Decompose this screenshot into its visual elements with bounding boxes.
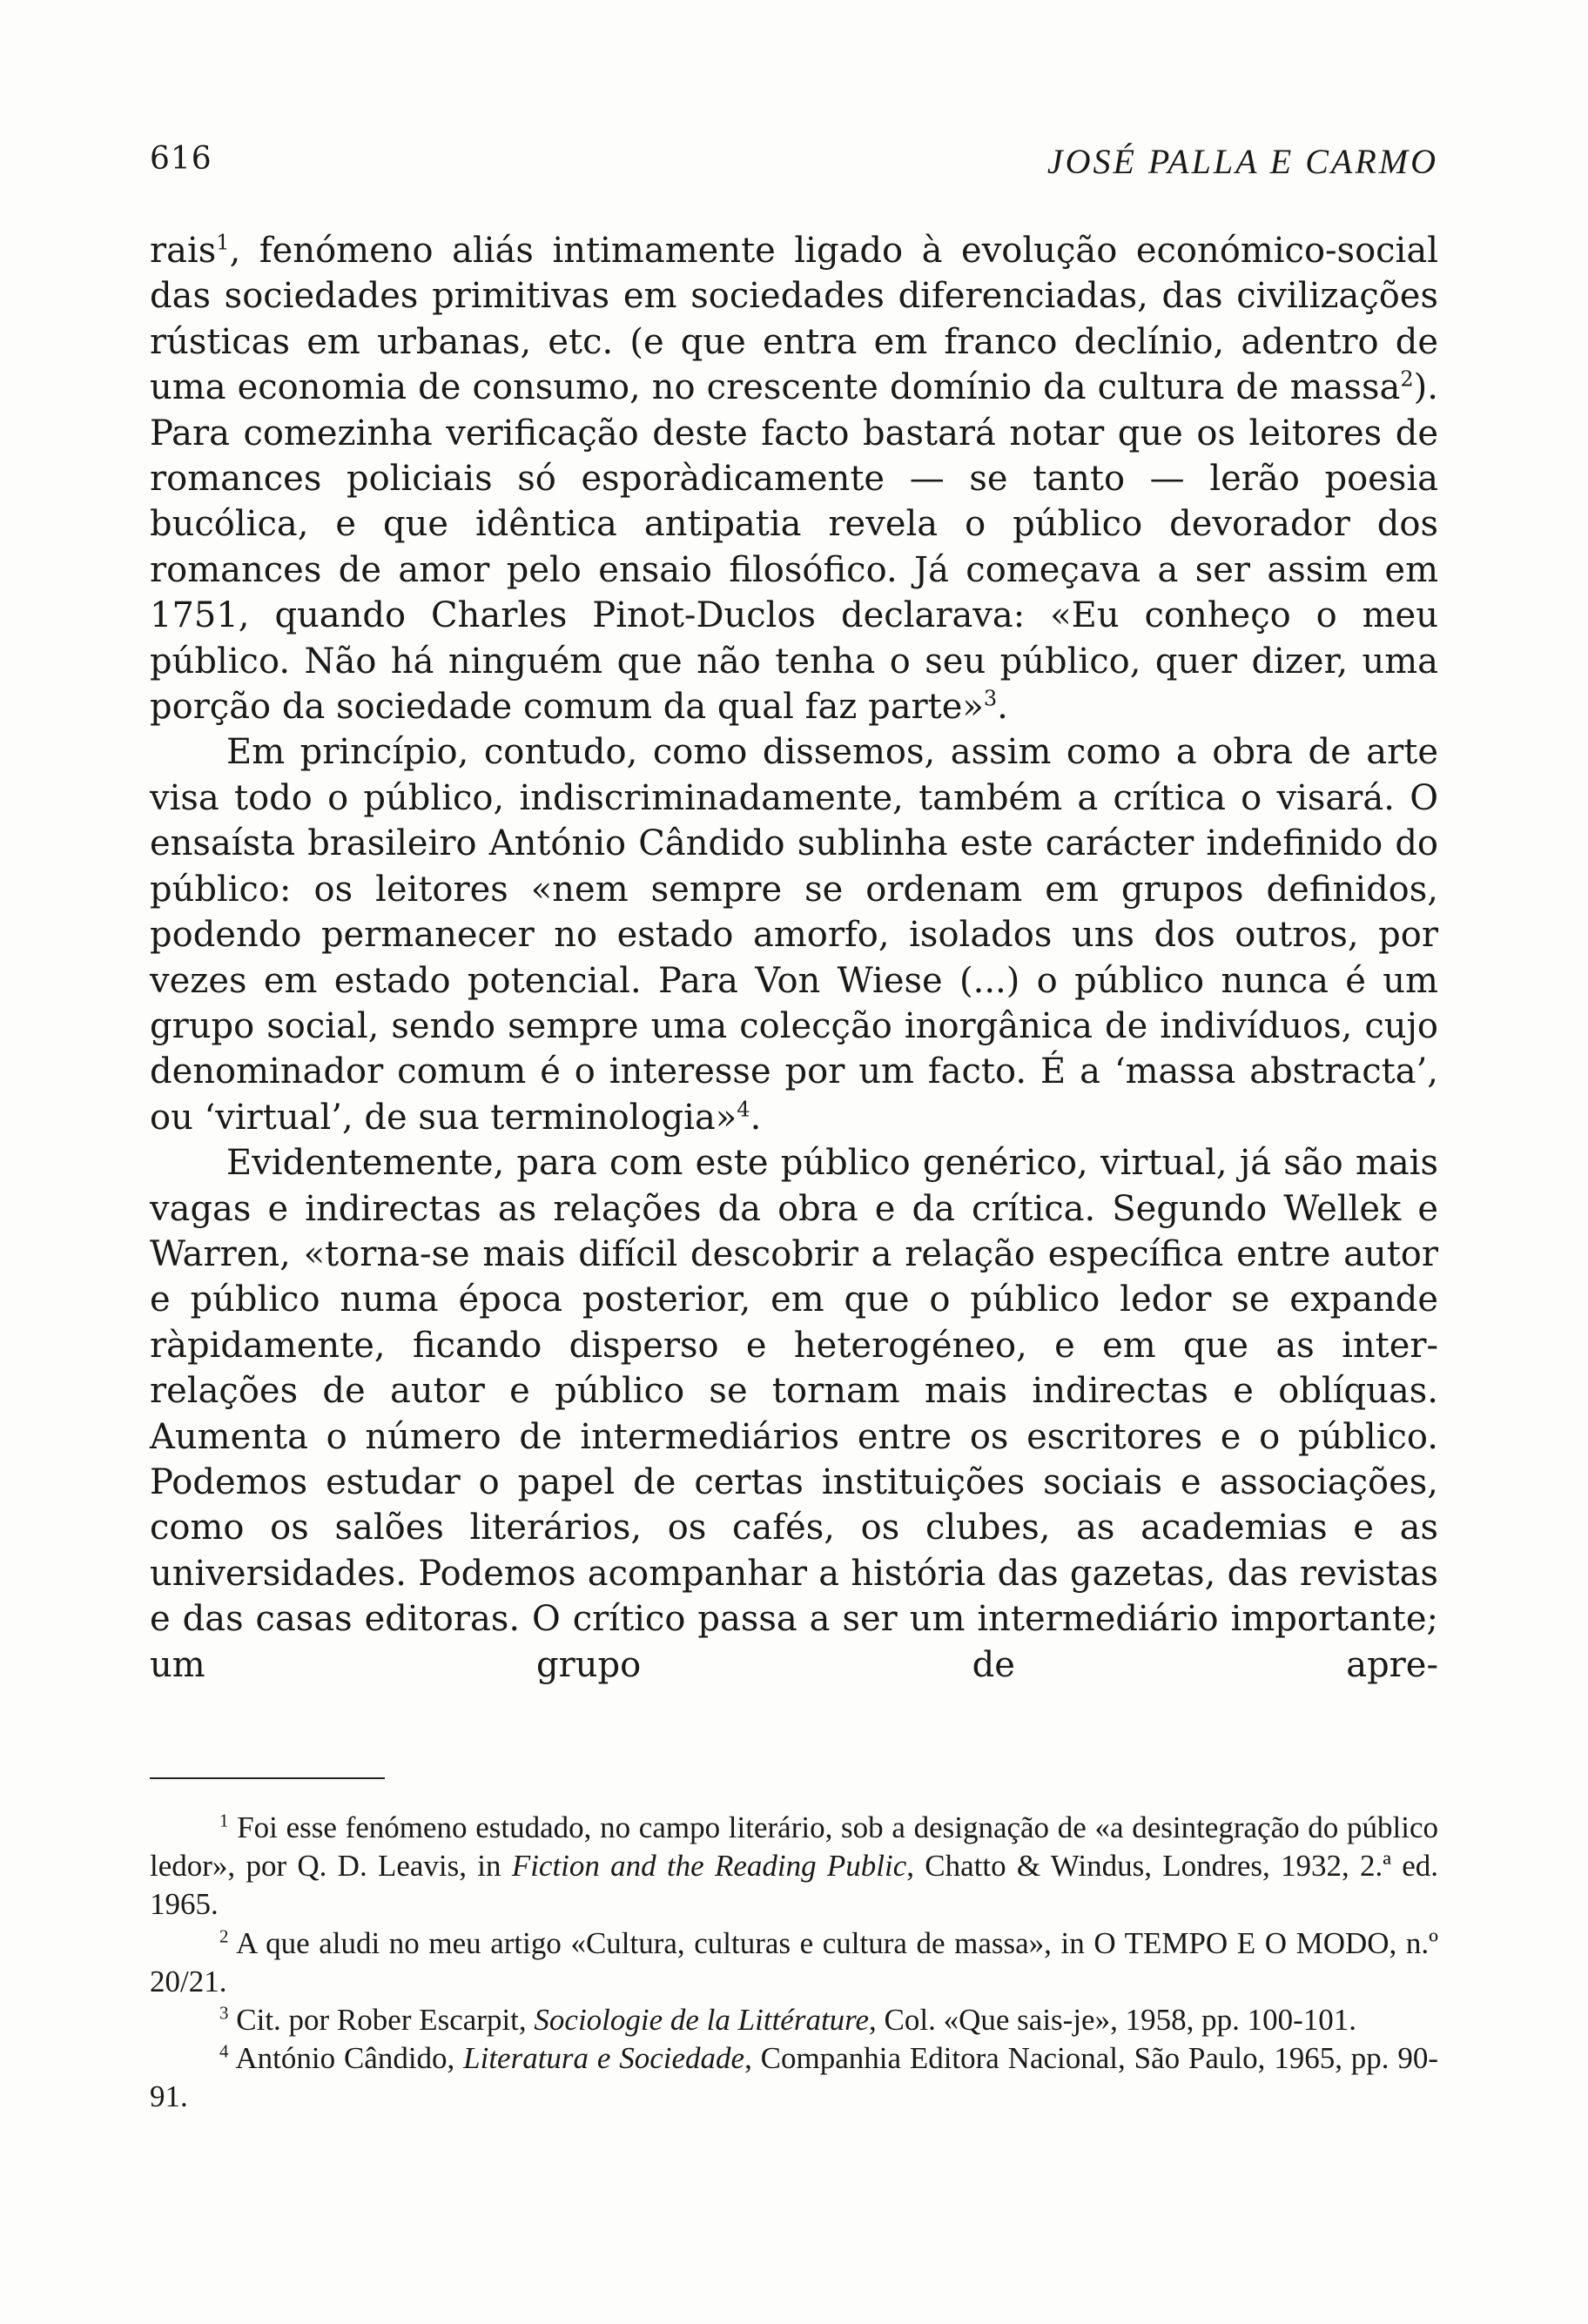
paragraph-1	[150, 228, 1438, 729]
footnote-4-number: 4	[219, 2040, 229, 2062]
p1-text-g: .	[997, 687, 1008, 728]
p1-text-c: , fenómeno aliás intimamente ligado à evolução económico-social das sociedades primitivas em sociedades diferenciadas, das civilizações rústicas em urbanas, etc. (e que entra em franco declínio, adentro de uma economia de consumo, no crescente domínio da cultura de massa	[150, 231, 1438, 408]
footnote-4	[150, 2039, 1438, 2116]
footnote-3-text-a: Cit. por Rober Escarpit,	[228, 2003, 535, 2038]
running-head: JOSÉ PALLA E CARMO	[1046, 142, 1438, 181]
body-text	[150, 228, 1438, 1688]
footnote-ref-4: 4	[737, 1097, 750, 1122]
footnote-2-number: 2	[219, 1924, 229, 1946]
footnotes	[150, 1809, 1438, 2117]
footnote-ref-1: 1	[216, 230, 230, 255]
page-number: 616	[150, 141, 212, 177]
footnote-1	[150, 1809, 1438, 1924]
footnote-divider	[150, 1777, 385, 1779]
footnote-4-text-b: , Companhia Editora Nacional, São Paulo, 1965, pp. 90-91.	[150, 2041, 1438, 2114]
footnote-3-title: Sociologie de la Littérature	[534, 2003, 870, 2038]
footnote-1-title: Fiction and the Reading Public	[511, 1849, 907, 1884]
footnote-1-number: 1	[219, 1810, 229, 1831]
paragraph-3: Evidentemente, para com este público genérico, virtual, já são mais vagas e indirectas as relações da obra e da crítica. Segundo Wellek e Warren, «torna-se mais difícil descobrir a relação específica entre autor e público numa época posterior, em que o público ledor se expande ràpidamente, ficando disperso e heterogéneo, e em que as inter-relações de autor e público se tornam mais indirectas e oblíquas. Aumenta o número de intermediários entre os escritores e o público. Podemos estudar o papel de certas instituições sociais e associações, como os salões literários, os cafés, os clubes, as academias e as universidades. Podemos acompanhar a história das gazetas, das revistas e das casas editoras. O crítico passa a ser um intermediário importante; um grupo de apre-	[150, 1143, 1438, 1685]
page-header	[150, 141, 1438, 185]
footnote-3	[150, 2001, 1438, 2039]
p1-text-e: ). Para comezinha verificação deste facto bastará notar que os leitores de romances policiais só esporàdicamente — se tanto — lerão poesia bucólica, e que idêntica antipatia revela o público devorador dos romances de amor pelo ensaio filosófico. Já começava a ser assim em 1751, quando Charles Pinot-Duclos declarava: «Eu conheço o meu público. Não há ninguém que não tenha o seu público, quer dizer, uma porção da sociedade comum da qual faz parte»	[150, 367, 1438, 728]
p2-text-a: Em princípio, contudo, como dissemos, assim como a obra de arte visa todo o público, indiscriminadamente, também a crítica o visará. O ensaísta brasileiro António Cândido sublinha este carácter indefinido do público: os leitores «nem sempre se ordenam em grupos definidos, podendo permanecer no estado amorfo, isolados uns dos outros, por vezes em estado potencial. Para Von Wiese (...) o público nunca é um grupo social, sendo sempre uma colecção inorgânica de indivíduos, cujo denominador comum é o interesse por um facto. É a ‘massa abstracta’, ou ‘virtual’, de sua terminologia»	[150, 732, 1438, 1138]
footnote-1-text-b: , Chatto & Windus, Londres, 1932, 2.ª ed. 1965.	[150, 1849, 1439, 1922]
footnote-ref-3: 3	[983, 686, 998, 711]
footnote-2	[150, 1924, 1438, 2001]
p1-text-a: rais	[150, 231, 217, 271]
footnote-1-text-a: Foi esse fenómeno estudado, no campo literário, sob a designação de «a desintegração do público ledor», por Q. D. Leavis, in	[150, 1810, 1438, 1884]
footnote-ref-2: 2	[1400, 366, 1414, 392]
footnote-2-text-a: A que aludi no meu artigo «Cultura, culturas e cultura de massa», in O TEMPO E O MODO, n.º 20/21.	[150, 1925, 1438, 1998]
footnote-4-title: Literatura e Sociedade	[463, 2041, 745, 2076]
footnote-3-number: 3	[219, 2002, 229, 2024]
paragraph-2	[150, 729, 1438, 1140]
footnote-3-text-b: , Col. «Que sais-je», 1958, pp. 100-101.	[869, 2003, 1356, 2038]
footnote-4-text-a: António Cândido,	[228, 2041, 464, 2076]
p2-text-c: .	[750, 1097, 762, 1138]
